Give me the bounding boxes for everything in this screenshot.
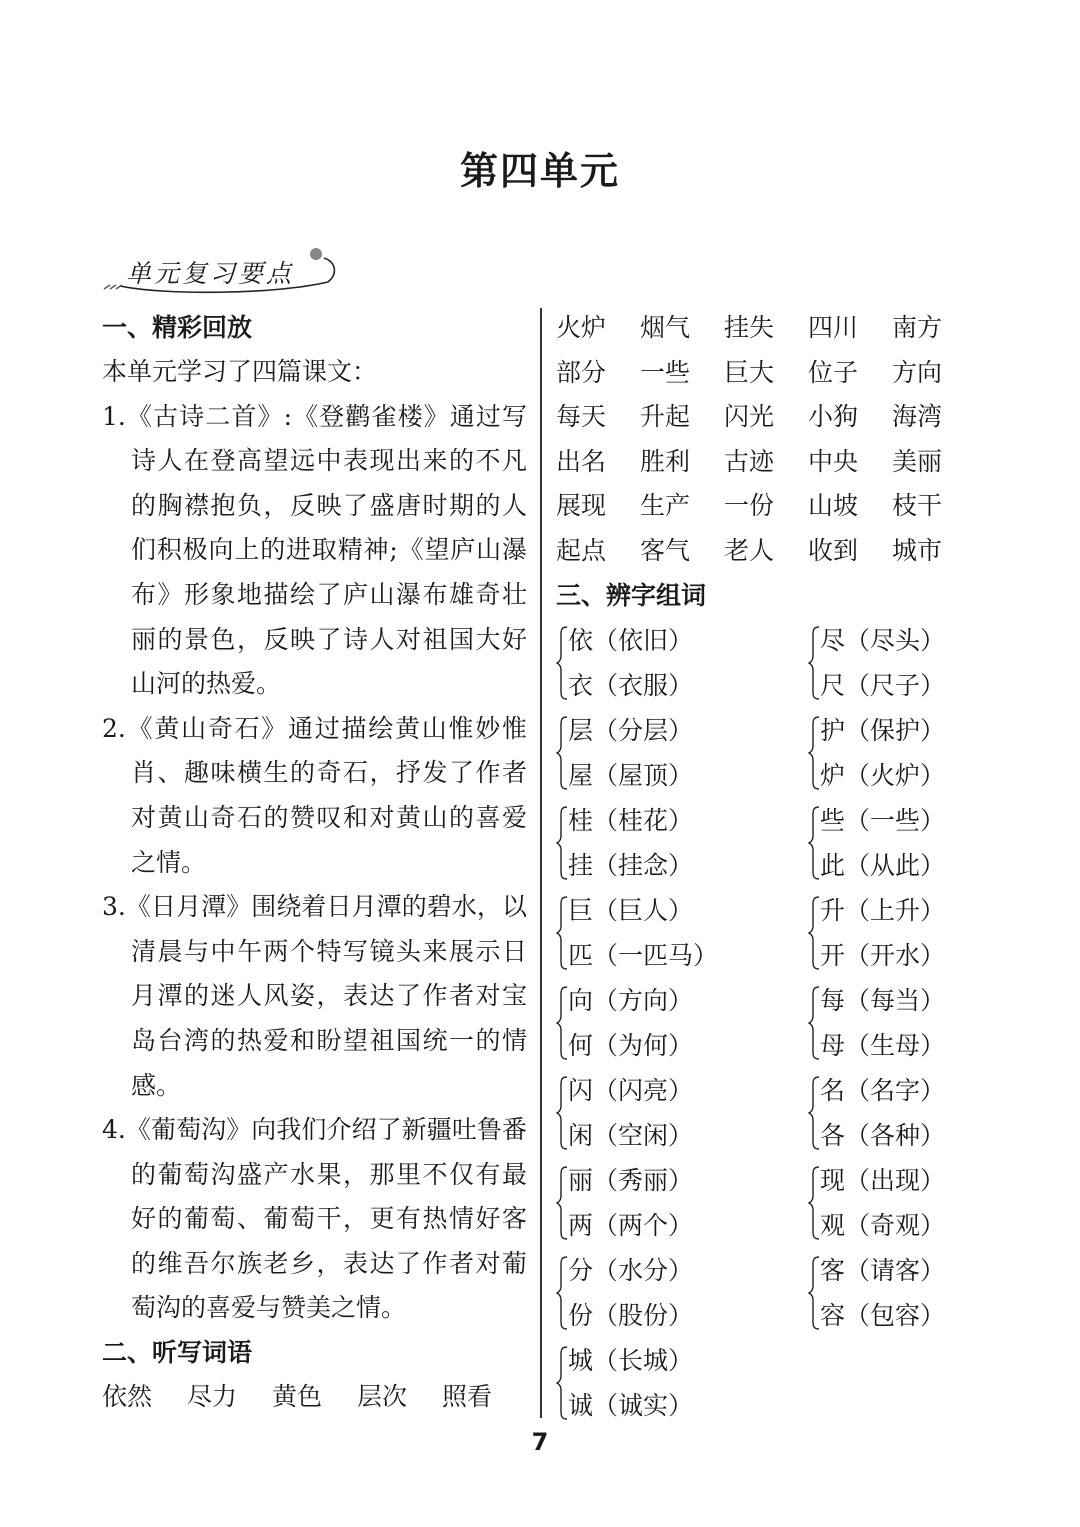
brace-icon xyxy=(808,1076,820,1150)
char-word: 观（奇观） xyxy=(820,1210,946,1240)
word: 部分 xyxy=(556,357,607,387)
char-word: 尺（尺子） xyxy=(820,670,946,700)
char-word: 何（为何） xyxy=(568,1030,694,1060)
word-row xyxy=(556,440,976,485)
section-badge: 单元复习要点 xyxy=(126,259,295,288)
word-row xyxy=(556,306,976,351)
char-pair xyxy=(808,888,976,978)
char-word: 闲（空闲） xyxy=(568,1120,694,1150)
char-word: 挂（挂念） xyxy=(568,850,694,880)
char-word: 屋（屋顶） xyxy=(568,760,694,790)
char-word: 城（长城） xyxy=(568,1345,694,1375)
section-heading-dictation: 二、听写词语 xyxy=(102,1338,253,1368)
word: 照看 xyxy=(442,1382,493,1412)
list-item: 1.《古诗二首》:《登鹳雀楼》通过写诗人在登高望远中表现出来的不凡的胸襟抱负，反映了盛唐时期的人们积极向上的进取精神;《望庐山瀑布》形象地描绘了庐山瀑布雄奇壮丽的景色，反映了诗人对祖国大好山河的热爱。 xyxy=(102,401,527,699)
word: 胜利 xyxy=(640,446,691,476)
brace-icon xyxy=(556,1256,568,1330)
list-item: 2.《黄山奇石》通过描绘黄山惟妙惟肖、趣味横生的奇石，抒发了作者对黄山奇石的赞叹和对黄山的喜爱之情。 xyxy=(102,713,527,877)
brace-icon xyxy=(808,806,820,880)
brace-icon xyxy=(808,1166,820,1240)
char-word: 炉（火炉） xyxy=(820,760,946,790)
char-word: 闪（闪亮） xyxy=(568,1075,694,1105)
char-word: 名（名字） xyxy=(820,1075,946,1105)
word: 层次 xyxy=(357,1382,408,1412)
char-pair xyxy=(556,1248,808,1338)
word: 海湾 xyxy=(892,402,943,432)
word: 中央 xyxy=(808,446,859,476)
char-word: 匹（一匹马） xyxy=(568,940,719,970)
char-word: 此（从此） xyxy=(820,850,946,880)
char-pair xyxy=(556,1158,808,1248)
word-row xyxy=(556,484,976,529)
char-word: 尽（尽头） xyxy=(820,625,946,655)
brace-icon xyxy=(556,626,568,700)
word: 客气 xyxy=(640,535,691,565)
char-word: 客（请客） xyxy=(820,1255,946,1285)
word: 火炉 xyxy=(556,313,607,342)
word: 闪光 xyxy=(724,402,775,432)
word: 依然 xyxy=(102,1382,153,1412)
brace-icon xyxy=(808,896,820,970)
char-word: 诚（诚实） xyxy=(568,1390,694,1420)
char-word: 丽（秀丽） xyxy=(568,1165,694,1195)
char-pair xyxy=(556,708,808,798)
page-title: 第四单元 xyxy=(459,149,620,193)
word: 位子 xyxy=(808,357,859,387)
word: 尽力 xyxy=(187,1382,238,1412)
list-item: 4.《葡萄沟》向我们介绍了新疆吐鲁番的葡萄沟盛产水果，那里不仅有最好的葡萄、葡萄干，更有热情好客的维吾尔族老乡，表达了作者对葡萄沟的喜爱与赞美之情。 xyxy=(102,1115,527,1323)
word: 展现 xyxy=(556,491,607,521)
brace-icon xyxy=(808,716,820,790)
brace-icon xyxy=(556,896,568,970)
brace-icon xyxy=(808,626,820,700)
word: 南方 xyxy=(892,313,943,342)
word: 方向 xyxy=(892,357,943,387)
word: 烟气 xyxy=(640,313,691,342)
char-pair xyxy=(556,798,808,888)
brace-icon xyxy=(808,986,820,1060)
word: 每天 xyxy=(556,402,607,432)
brace-icon xyxy=(556,986,568,1060)
word: 收到 xyxy=(808,535,859,565)
word: 起点 xyxy=(556,535,607,565)
word-row xyxy=(556,351,976,396)
char-pair xyxy=(808,618,976,708)
word: 生产 xyxy=(640,491,691,521)
char-pair xyxy=(808,978,976,1068)
char-word: 开（开水） xyxy=(820,940,946,970)
word: 出名 xyxy=(556,446,607,476)
page-number: 7 xyxy=(531,1428,549,1456)
char-pair xyxy=(556,978,808,1068)
char-word: 分（水分） xyxy=(568,1255,694,1285)
section-heading-review: 一、精彩回放 xyxy=(102,313,253,342)
word: 升起 xyxy=(640,402,691,432)
brace-icon xyxy=(556,806,568,880)
word: 古迹 xyxy=(724,446,775,476)
char-pair xyxy=(808,708,976,798)
list-item: 3.《日月潭》围绕着日月潭的碧水，以清晨与中午两个特写镜头来展示日月潭的迷人风姿，表达了作者对宝岛台湾的热爱和盼望祖国统一的情感。 xyxy=(102,892,527,1100)
column-divider xyxy=(540,308,542,1418)
char-pair xyxy=(556,888,808,978)
word-row xyxy=(556,395,976,440)
char-word: 每（每当） xyxy=(820,985,946,1015)
char-pair xyxy=(808,1068,976,1158)
char-pair xyxy=(808,1248,976,1338)
character-pairs xyxy=(556,618,976,1428)
word: 挂失 xyxy=(724,313,775,342)
char-word: 现（出现） xyxy=(820,1165,946,1195)
char-word: 层（分层） xyxy=(568,715,694,745)
left-column xyxy=(102,306,527,1420)
word: 山坡 xyxy=(808,491,859,521)
section-intro: 本单元学习了四篇课文： xyxy=(102,357,378,386)
word: 四川 xyxy=(808,313,859,342)
char-pair xyxy=(556,618,808,708)
brace-icon xyxy=(556,1346,568,1420)
char-word: 巨（巨人） xyxy=(568,895,694,925)
char-pair xyxy=(556,1068,808,1158)
char-word: 些（一些） xyxy=(820,805,946,835)
char-pair xyxy=(556,1338,808,1428)
char-word: 容（包容） xyxy=(820,1300,946,1330)
word-row xyxy=(556,529,976,574)
word: 小狗 xyxy=(808,402,859,432)
word: 美丽 xyxy=(892,446,943,476)
char-word: 各（各种） xyxy=(820,1120,946,1150)
char-word: 升（上升） xyxy=(820,895,946,925)
char-word: 份（股份） xyxy=(568,1300,694,1330)
char-word: 两（两个） xyxy=(568,1210,694,1240)
right-column xyxy=(556,306,976,1428)
brace-icon xyxy=(556,1076,568,1150)
word: 老人 xyxy=(724,535,775,565)
char-word: 依（依旧） xyxy=(568,625,694,655)
char-word: 护（保护） xyxy=(820,715,946,745)
char-pair xyxy=(808,798,976,888)
word: 黄色 xyxy=(272,1382,323,1412)
brace-icon xyxy=(556,716,568,790)
word-row xyxy=(102,1375,527,1420)
section-heading-characters: 三、辨字组词 xyxy=(556,580,707,610)
word: 枝干 xyxy=(892,491,943,521)
word: 一份 xyxy=(724,491,775,521)
brace-icon xyxy=(808,1256,820,1330)
char-word: 衣（衣服） xyxy=(568,670,694,700)
word: 城市 xyxy=(892,535,943,565)
char-pair xyxy=(808,1158,976,1248)
char-word: 桂（桂花） xyxy=(568,805,694,835)
word: 一些 xyxy=(640,357,691,387)
word: 巨大 xyxy=(724,357,775,387)
char-word: 母（生母） xyxy=(820,1030,946,1060)
char-word: 向（方向） xyxy=(568,985,694,1015)
brace-icon xyxy=(556,1166,568,1240)
